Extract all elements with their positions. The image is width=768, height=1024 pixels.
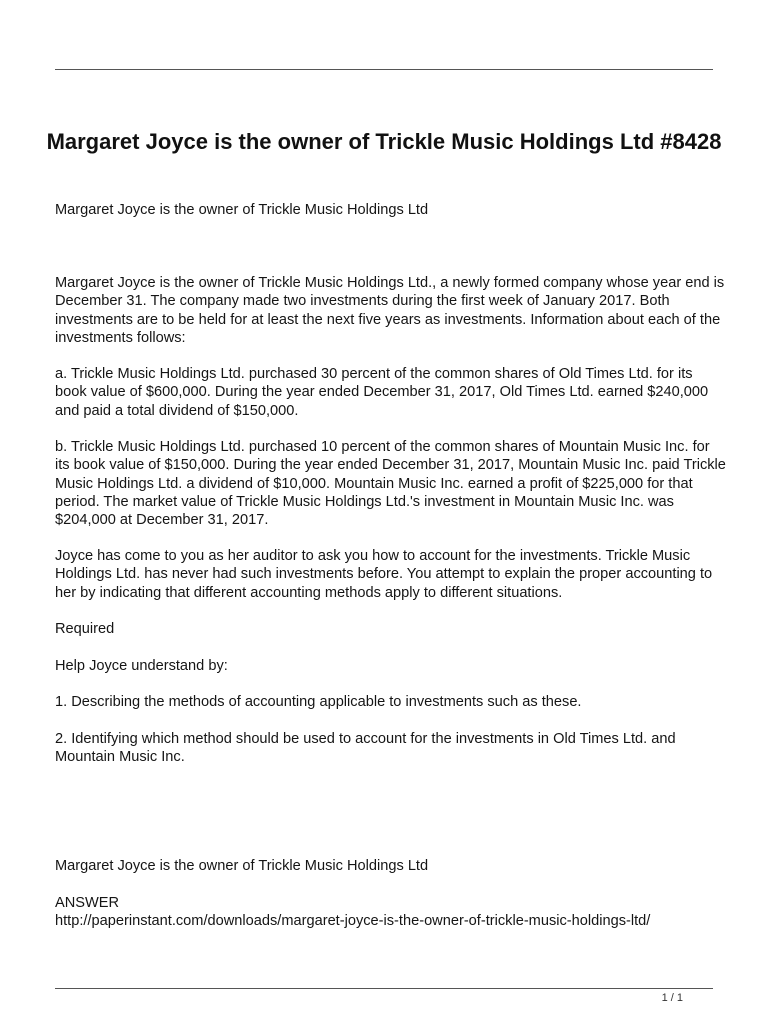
page-number: 1 / 1 (661, 992, 683, 1004)
answer-label: ANSWER (55, 895, 120, 911)
answer-url-link[interactable]: http://paperinstant.com/downloads/margaret-joyce-is-the-owner-of-trickle-music-holdings-ltd/ (55, 913, 651, 929)
intro-paragraph: Margaret Joyce is the owner of Trickle Music Holdings Ltd., a newly formed company whose year end is December 31. The company made two investments during the first week of January 2017. Both investments are to be held for at least the next five years as investments. Information about each of the investments follows: (55, 275, 725, 346)
requirement-2: 2. Identifying which method should be used to account for the investments in Old Times Ltd. and Mountain Music Inc. (55, 731, 676, 766)
investment-a-paragraph: a. Trickle Music Holdings Ltd. purchased 30 percent of the common shares of Old Times Ltd. for its book value of $600,000. During the year ended December 31, 2017, Old Times Ltd. earned $240,000 and paid a total dividend of $150,000. (55, 366, 709, 419)
requirement-1: 1. Describing the methods of accounting applicable to investments such as these. (55, 694, 582, 710)
footer-divider (55, 988, 713, 989)
required-heading: Required (55, 621, 115, 637)
auditor-paragraph: Joyce has come to you as her auditor to ask you how to account for the investments. Trickle Music Holdings Ltd. has never had such investments before. You attempt to explain the proper accounting to her by indicating that different accounting methods apply to different situations. (55, 548, 713, 601)
document-title: Margaret Joyce is the owner of Trickle Music Holdings Ltd #8428 (46, 129, 722, 154)
document-subtitle: Margaret Joyce is the owner of Trickle Music Holdings Ltd (55, 202, 429, 218)
header-divider (55, 69, 713, 70)
footer-title: Margaret Joyce is the owner of Trickle Music Holdings Ltd (55, 858, 429, 874)
help-intro: Help Joyce understand by: (55, 658, 228, 674)
investment-b-paragraph: b. Trickle Music Holdings Ltd. purchased 10 percent of the common shares of Mountain Music Inc. for its book value of $150,000. During the year ended December 31, 2017, Mountain Music Inc. paid Trickle Music Holdings Ltd. a dividend of $10,000. Mountain Music Inc. earned a profit of $225,000 for that period. The market value of Trickle Music Holdings Ltd.'s investment in Mountain Music Inc. was $204,000 at December 31, 2017. (55, 439, 726, 529)
